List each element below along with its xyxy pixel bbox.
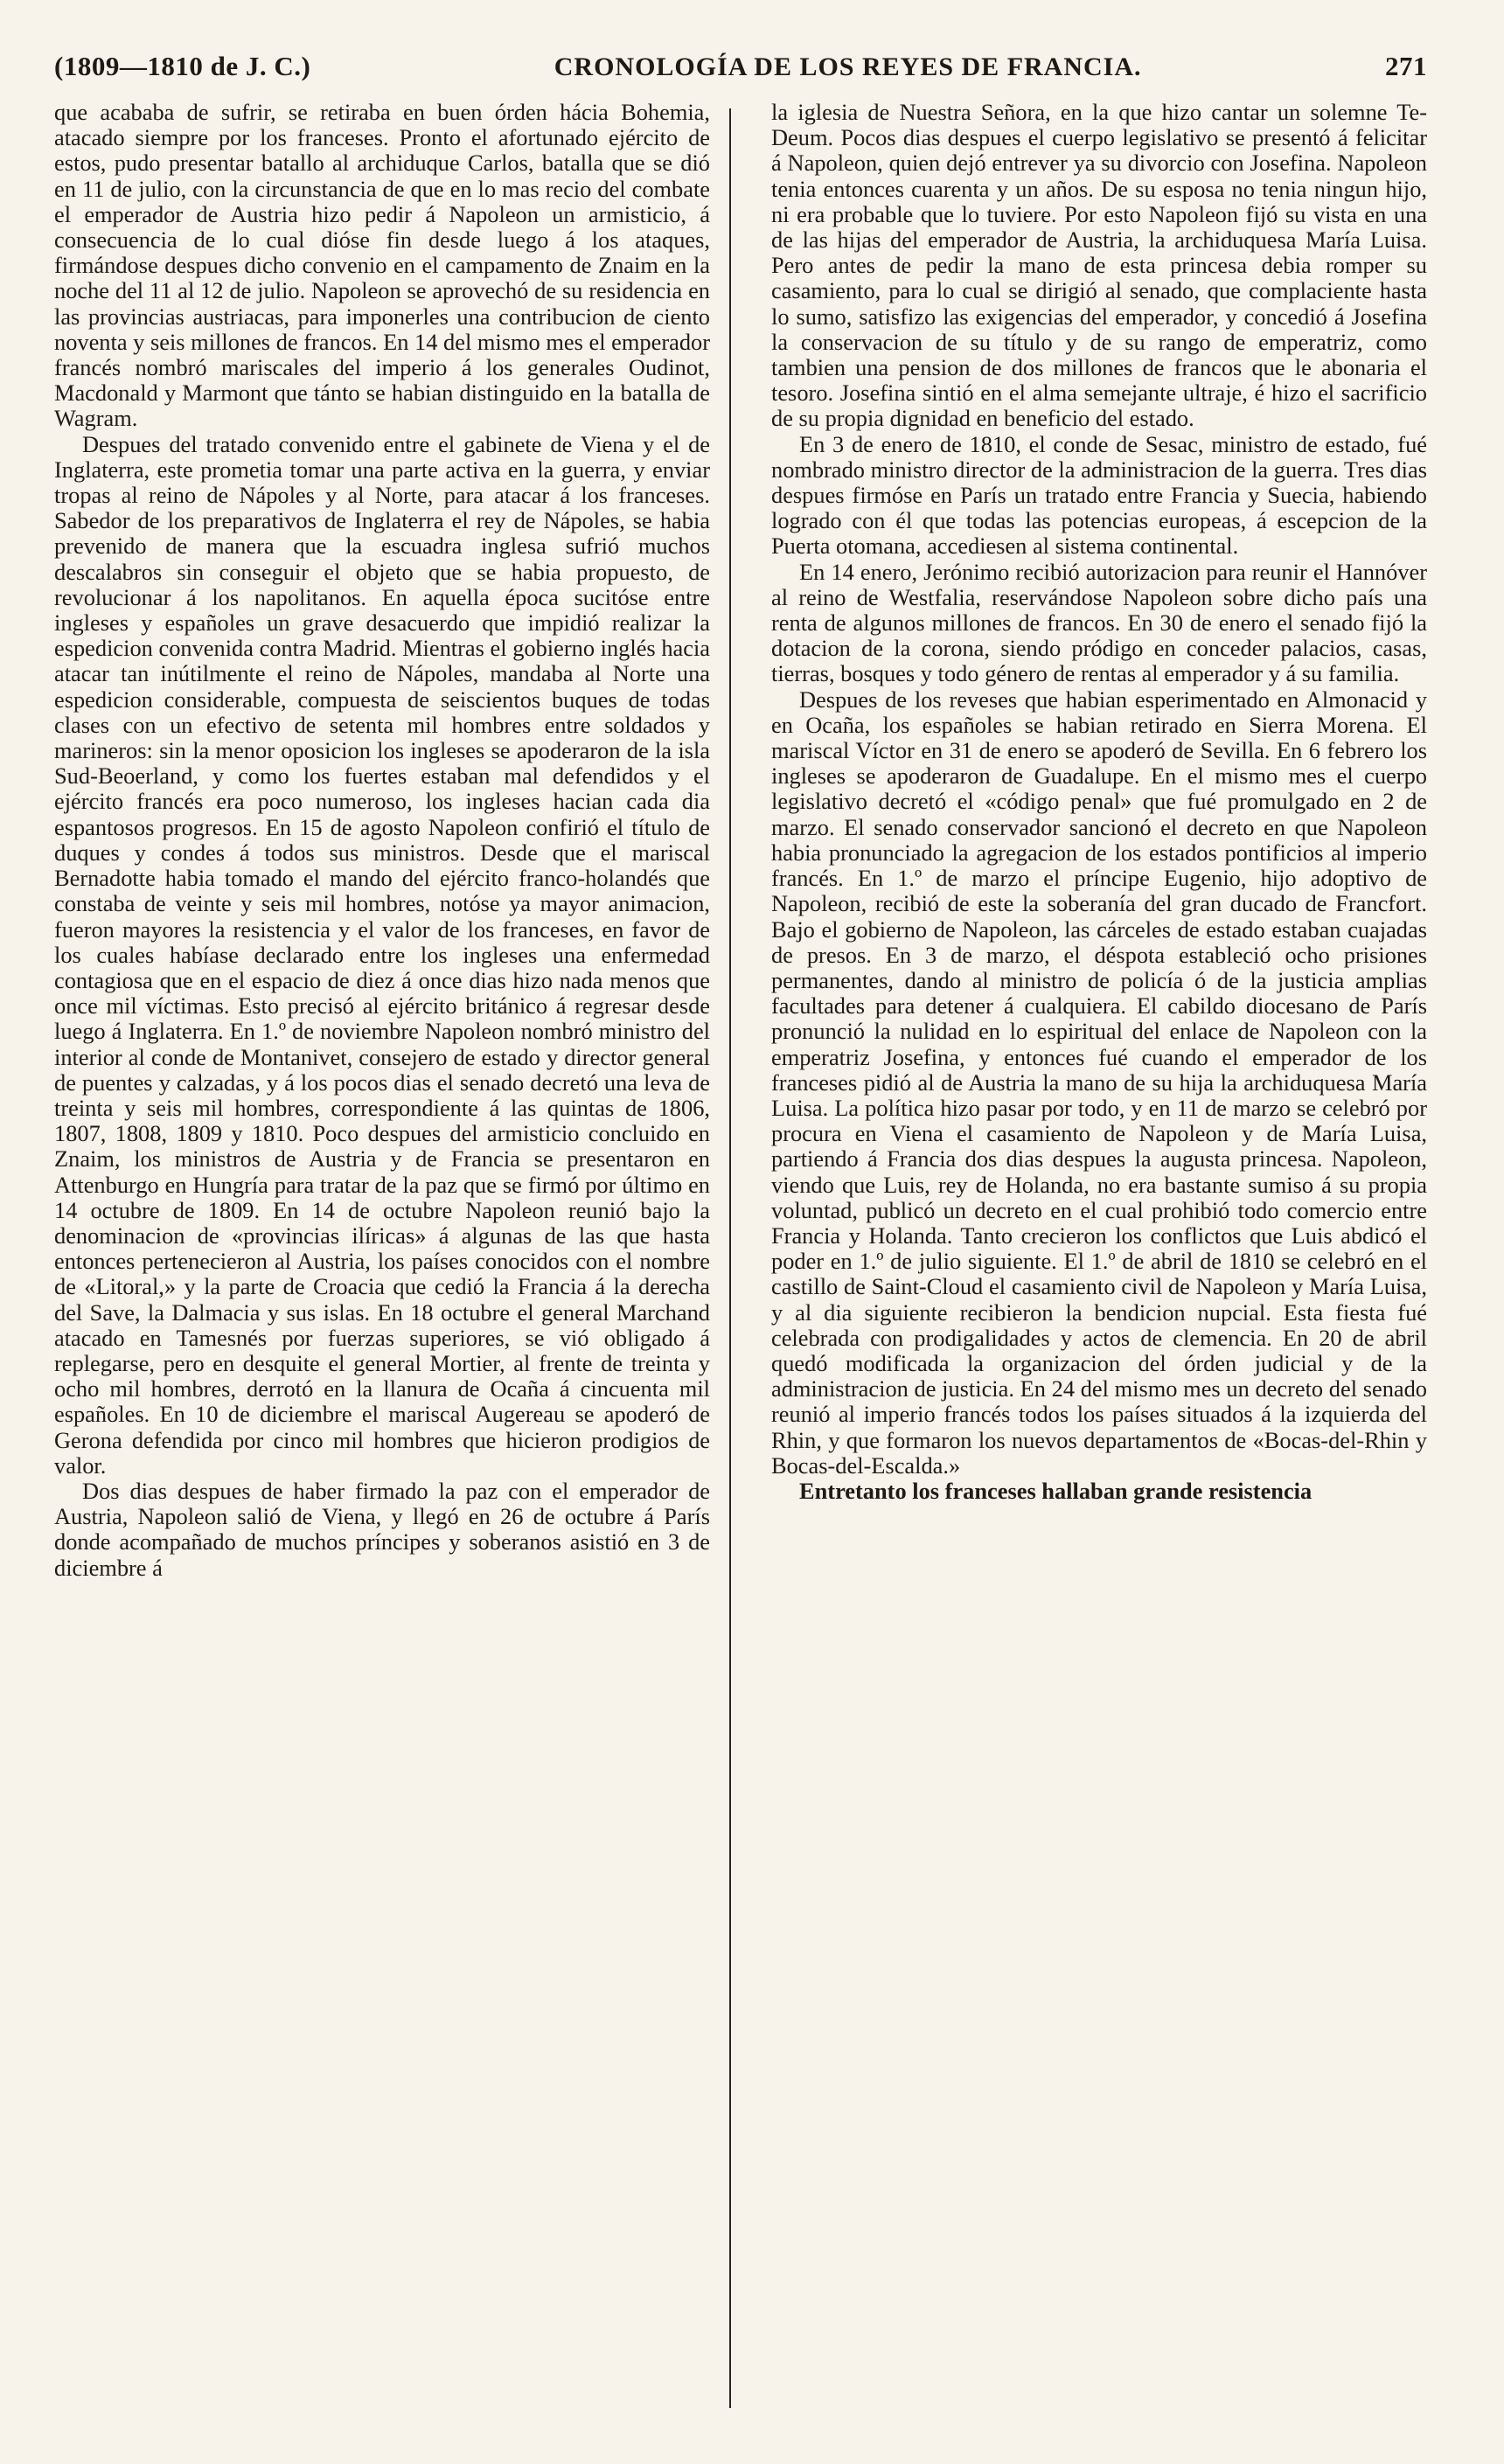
- left-column: [54, 100, 710, 2408]
- paragraph: En 14 enero, Jerónimo recibió autorizacion para reunir el Hannóver al reino de Westfalia, reservándose Napoleon sobre dicho país una renta de algunos millones de francos. En 30 de enero el senado fijó la dotacion de la corona, siendo pródigo en conceder palacios, casas, tierras, bosques y todo género de rentas al emperador y á su familia.: [771, 558, 1427, 687]
- paragraph: Despues de los reveses que habian esperimentado en Almonacid y en Ocaña, los españoles se habian retirado en Sierra Morena. El mariscal Víctor en 31 de enero se apoderó de Sevilla. En 6 febrero los ingleses se apoderaron de Guadalupe. En el mismo mes el cuerpo legislativo decretó el «código penal» que fué promulgado en 2 de marzo. El senado conservador sancionó el decreto en que Napoleon habia pronunciado la agregacion de los estados pontificios al imperio francés. En 1.º de marzo el príncipe Eugenio, hijo adoptivo de Napoleon, recibió de este la soberanía del gran ducado de Francfort. Bajo el gobierno de Napoleon, las cárceles de estado estaban cuajadas de presos. En 3 de marzo, el déspota estableció ocho prisiones permanentes, dando al ministro de policía ó de la justicia amplias facultades para detener á cualquiera. El cabildo diocesano de París pronunció la nulidad en lo espiritual del enlace de Napoleon con la emperatriz Josefina, y entonces fué cuando el emperador de los franceses pidió al de Austria la mano de su hija la archiduquesa María Luisa. La política hizo pasar por todo, y en 11 de marzo se celebró por procura en Viena el casamiento de Napoleon y de María Luisa, partiendo á Francia dos dias despues la augusta princesa. Napoleon, viendo que Luis, rey de Holanda, no era bastante sumiso á su propia voluntad, publicó un decreto en el cual prohibió todo comercio entre Francia y Holanda. Tanto crecieron los conflictos que Luis abdicó el poder en 1.º de julio siguiente. El 1.º de abril de 1810 se celebró en el castillo de Saint-Cloud el casamiento civil de Napoleon y María Luisa, y al dia siguiente recibieron la bendicion nupcial. Esta fiesta fué celebrada con prodigalidades y actos de clemencia. En 20 de abril quedó modificada la organizacion del órden judicial y de la administracion de justicia. En 24 del mismo mes un decreto del senado reunió al imperio francés todos los países situados á la izquierda del Rhin, y que formaron los nuevos departamentos de «Bocas-del-Rhin y Bocas-del-Escalda.»: [771, 686, 1427, 1479]
- header-date-range: (1809—1810 de J. C.): [54, 51, 311, 81]
- paragraph: la iglesia de Nuestra Señora, en la que hizo cantar un solemne Te-Deum. Pocos dias despues el cuerpo legislativo se presentó á felicitar á Napoleon, quien dejó entrever ya su divorcio con Josefina. Napoleon tenia entonces cuarenta y un años. De su esposa no tenia ningun hijo, ni era probable que lo tuviere. Por esto Napoleon fijó su vista en una de las hijas del emperador de Austria, la archiduquesa María Luisa. Pero antes de pedir la mano de esta princesa debia romper su casamiento, para lo cual se dirigió al senado, que complaciente hasta lo sumo, satisfizo las exigencias del emperador, y concedió á Josefina la conservacion de su título y de su rango de emperatriz, como tambien una pension de dos millones de francos que le abonaria el tesoro. Josefina sintió en el alma semejante ultraje, é hizo el sacrificio de su propia dignidad en beneficio del estado.: [771, 100, 1427, 432]
- paragraph: que acababa de sufrir, se retiraba en buen órden hácia Bohemia, atacado siempre por los franceses. Pronto el afortunado ejército de estos, pudo presentar batallo al archiduque Carlos, batalla que se dió en 11 de julio, con la circunstancia de que en lo mas recio del combate el emperador de Austria hizo pedir á Napoleon un armisticio, á consecuencia de lo cual dióse fin desde luego á los ataques, firmándose despues dicho convenio en el campamento de Znaim en la noche del 11 al 12 de julio. Napoleon se aprovechó de su residencia en las provincias austriacas, para imponerles una contribucion de ciento noventa y seis millones de francos. En 14 del mismo mes el emperador francés nombró mariscales del imperio á los generales Oudinot, Macdonald y Marmont que tánto se habian distinguido en la batalla de Wagram.: [54, 100, 710, 432]
- running-header: [54, 51, 1427, 91]
- paragraph: En 3 de enero de 1810, el conde de Sesac, ministro de estado, fué nombrado ministro director de la administracion de la guerra. Tres dias despues firmóse en París un tratado entre Francia y Suecia, habiendo logrado con él que todas las potencias europeas, á escepcion de la Puerta otomana, accediesen al sistema continental.: [771, 430, 1427, 560]
- page: [54, 51, 1427, 2429]
- paragraph: Despues del tratado convenido entre el gabinete de Viena y el de Inglaterra, este prometia tomar una parte activa en la guerra, y enviar tropas al reino de Nápoles y al Norte, para atacar á los franceses. Sabedor de los preparativos de Inglaterra el rey de Nápoles, se habia prevenido de manera que la escuadra inglesa sufrió muchos descalabros sin conseguir el objeto que se habia propuesto, de revolucionar á los napolitanos. En aquella época sucitóse entre ingleses y españoles un grave desacuerdo que impidió realizar la espedicion convenida contra Madrid. Mientras el gobierno inglés hacia atacar tan inútilmente el reino de Nápoles, mandaba al Norte una espedicion considerable, compuesta de seiscientos buques de todas clases con un efectivo de setenta mil hombres entre soldados y marineros: sin la menor oposicion los ingleses se apoderaron de la isla Sud-Beoerland, y como los fuertes estaban mal defendidos y el ejército francés era poco numeroso, los ingleses hacian cada dia espantosos progresos. En 15 de agosto Napoleon confirió el título de duques y condes á todos sus ministros. Desde que el mariscal Bernadotte habia tomado el mando del ejército franco-holandés que constaba de veinte y seis mil hombres, notóse ya mayor animacion, fueron mayores la resistencia y el valor de los franceses, en favor de los cuales habíase declarado entre los ingleses una enfermedad contagiosa que en el espacio de diez á once dias hizo nada menos que once mil víctimas. Esto precisó al ejército británico á regresar desde luego á Inglaterra. En 1.º de noviembre Napoleon nombró ministro del interior al conde de Montanivet, consejero de estado y director general de puentes y calzadas, y á los pocos dias el senado decretó una leva de treinta y seis mil hombres, correspondiente á las quintas de 1806, 1807, 1808, 1809 y 1810. Poco despues del armisticio concluido en Znaim, los ministros de Austria y de Francia se presentaron en Attenburgo en Hungría para tratar de la paz que se firmó por último en 14 octubre de 1809. En 14 de octubre Napoleon reunió bajo la denominacion de «provincias ilíricas» á algunas de las que hasta entonces pertenecieron al Austria, los países conocidos con el nombre de «Litoral,» y la parte de Croacia que cedió la Francia á la derecha del Save, la Dalmacia y sus islas. En 18 octubre el general Marchand atacado en Tamesnés por fuerzas superiores, se vió obligado á replegarse, pero en desquite el general Mortier, al frente de treinta y ocho mil hombres, derrotó en la llanura de Ocaña á cincuenta mil españoles. En 10 de diciembre el mariscal Augereau se apoderó de Gerona defendida por cinco mil hombres que hicieron prodigios de valor.: [54, 430, 710, 1479]
- text-columns: [54, 100, 1427, 2417]
- page-number: 271: [1384, 51, 1427, 81]
- paragraph: Entretanto los franceses hallaban grande resistencia: [799, 1477, 1313, 1504]
- header-title: CRONOLOGÍA DE LOS REYES DE FRANCIA.: [554, 52, 1142, 81]
- paragraph: Dos dias despues de haber firmado la paz con el emperador de Austria, Napoleon salió de Viena, y llegó en 26 de octubre á París donde acompañado de muchos príncipes y soberanos asistió en 3 de diciembre á: [54, 1477, 710, 1581]
- right-column: [771, 100, 1427, 2408]
